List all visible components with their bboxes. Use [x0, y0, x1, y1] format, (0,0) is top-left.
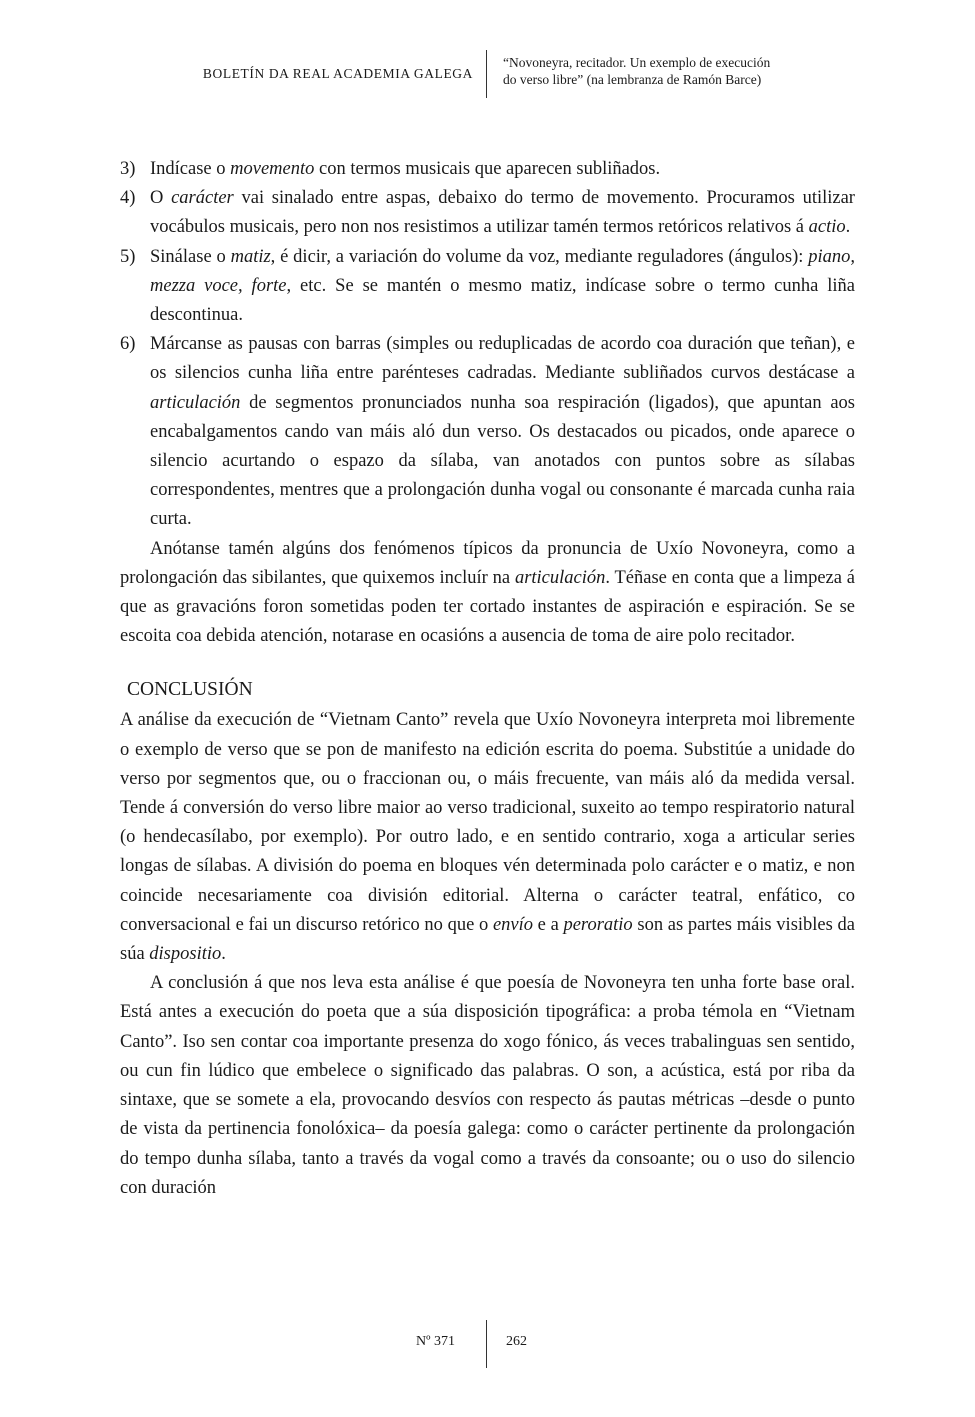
paragraph-note: Anótanse tamén algúns dos fenómenos típicos da pronuncia de Uxío Novoneyra, como a prolongación das sibilantes, que quixemos incluír na articulación. Téñase en conta que a limpeza á que as gravacións foron sometidas poden ter cortado instantes de aspiración e espiración. Se se escoita coa debida atención, notarase en ocasións a ausencia de toma de aire polo recitador.	[120, 538, 856, 647]
list-text: Márcanse as pausas con barras (simples ou reduplicadas de acordo coa duración que teñan), e os silencios cunha liña entre parénteses cadradas. Mediante subliñados curvos destácase a articulación de segmentos pronunciados nunha soa respiración (ligados), que apuntan aos encabalgamentos cando van máis aló dun verso. Os destacados ou picados, onde aparece o silencio acurtando o espazo da sílaba, van anotados con puntos sobre as sílabas correspondentes, mentres que a prolongación dunha vogal ou consonante é marcada cunha raia curta.	[150, 334, 855, 530]
footer-divider	[486, 1320, 487, 1368]
journal-title: BOLETÍN DA REAL ACADEMIA GALEGA	[202, 66, 473, 81]
list-number: 6)	[120, 334, 136, 355]
issue-number: Nº 371	[416, 1334, 455, 1349]
list-item	[120, 184, 855, 242]
list-item	[120, 155, 855, 184]
body-text	[120, 155, 855, 1203]
header-divider	[486, 50, 487, 98]
paragraph-final: A conclusión á que nos leva esta análise é que poesía de Novoneyra ten unha forte base oral. Está antes a execución do poeta que a súa disposición tipográfica: a proba témola en “Vietnam Canto”. Iso sen contar coa importante presenza do xogo fónico, ás veces trabalinguas sen sentido, ou cun fin lúdico que embelece o significado das palabras. O son, a acústica, está por riba da sintaxe, que se somete a ela, provocando desvíos con respecto ás pautas métricas –desde o punto de vista da pertinencia fonolóxica– da poesía galega: como o carácter pertinente da prolongación do tempo dunha sílaba, tanto a través da vogal como a través da consoante; ou o uso do silencio con duración	[120, 973, 855, 1198]
list-text: O carácter vai sinalado entre aspas, debaixo do termo de movemento. Procuramos utilizar vocábulos musicais, pero non nos resistimos a utilizar tamén termos retóricos relativos á actio.	[150, 188, 855, 238]
paragraph-conclusion: A análise da execución de “Vietnam Canto” revela que Uxío Novoneyra interpreta moi libremente o exemplo de verso que se pon de manifesto na edición escrita do poema. Substitúe a unidade do verso por segmentos que, ou o fraccionan ou, o máis frecuente, van máis aló da medida versal. Tende á conversión do verso libre maior ao verso tradicional, suxeito ao tempo respiratorio natural (o hendecasílabo, por exemplo). Por outro lado, e en sentido contrario, xoga a articular series longas de sílabas. A división do poema en bloques vén determinada polo carácter e o matiz, e non coincide necesariamente coa división editorial. Alterna o carácter teatral, enfático, co conversacional e fai un discurso retórico no que o envío e a peroratio son as partes máis visibles da súa dispositio.	[120, 710, 855, 965]
article-title-line-2: do verso libre” (na lembranza de Ramón Barce)	[503, 72, 762, 87]
list-number: 5)	[120, 246, 136, 267]
list-text: Sinálase o matiz, é dicir, a variación do volume da voz, mediante reguladores (ángulos): piano, mezza voce, forte, etc. Se se mantén o mesmo matiz, indícase sobre o termo cunha liña descontinua.	[150, 246, 856, 326]
list-item	[120, 243, 855, 331]
page-header	[0, 50, 975, 100]
section-heading: CONCLUSIÓN	[127, 679, 253, 701]
list-item	[120, 330, 855, 534]
article-title-line-1: “Novoneyra, recitador. Un exemplo de execución	[503, 55, 771, 70]
list-number: 3)	[120, 159, 136, 179]
page-number: 262	[506, 1334, 527, 1349]
list-text: Indícase o movemento con termos musicais que aparecen subliñados.	[150, 159, 661, 179]
page-footer	[0, 1320, 975, 1370]
list-number: 4)	[120, 188, 136, 209]
article-title	[503, 54, 770, 88]
